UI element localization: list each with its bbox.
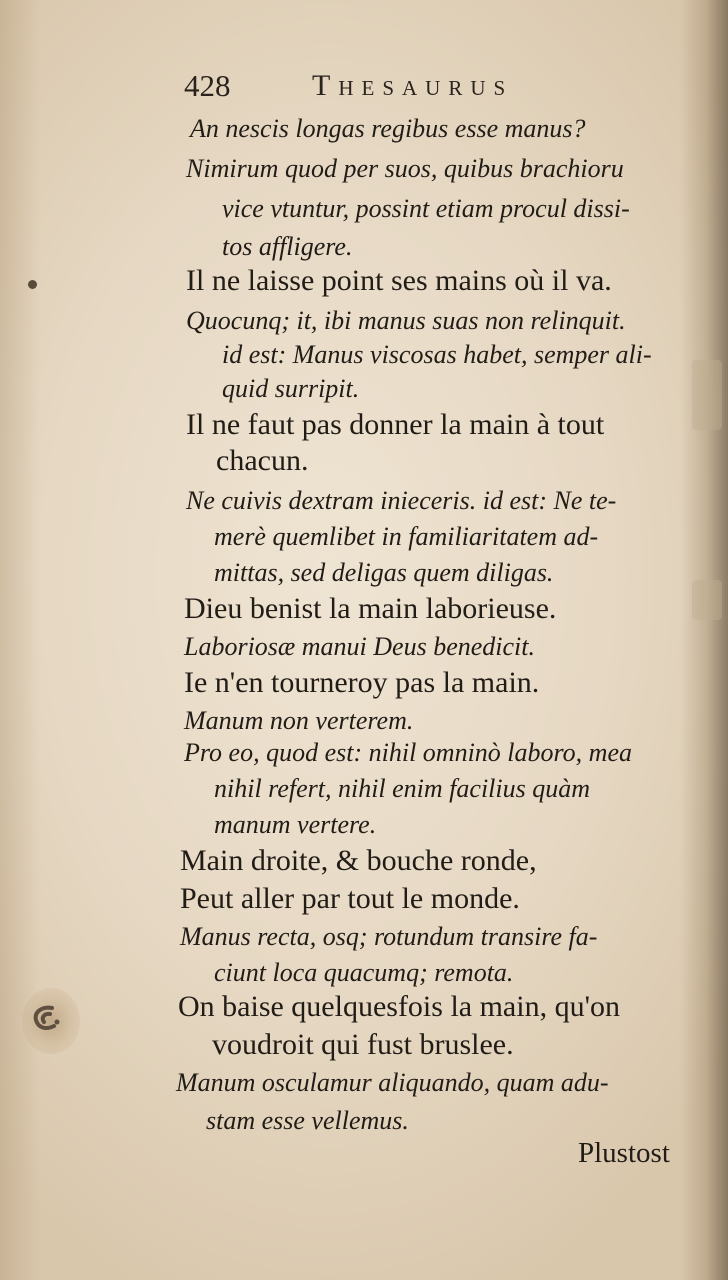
text-line: chacun.	[216, 444, 309, 477]
text-line: Nimirum quod per suos, quibus brachioru	[186, 154, 624, 183]
text-line: Quocunq; it, ibi manus suas non relinquit.	[186, 306, 626, 335]
text-line: id est: Manus viscosas habet, semper ali-	[222, 340, 652, 369]
gutter-shadow	[680, 0, 728, 1280]
text-line: merè quemlibet in familiaritatem ad-	[214, 522, 599, 551]
text-line: manum vertere.	[214, 810, 377, 839]
text-line: An nescis longas regibus esse manus?	[190, 114, 586, 143]
text-line: Manus recta, osq; rotundum transire fa-	[180, 922, 598, 951]
ink-spot	[28, 280, 37, 289]
page-edge-shading	[0, 0, 40, 1280]
page-number: 428	[184, 68, 231, 103]
text-line: Dieu benist la main laborieuse.	[184, 592, 557, 625]
text-line: On baise quelquesfois la main, qu'on	[178, 990, 620, 1023]
text-line: Manum osculamur aliquando, quam adu-	[176, 1068, 609, 1097]
text-line: Main droite, & bouche ronde,	[180, 844, 537, 877]
text-line: Il ne laisse point ses mains où il va.	[186, 264, 612, 297]
text-line: Laboriosæ manui Deus benedicit.	[184, 632, 535, 661]
text-line: vice vtuntur, possint etiam procul dissi-	[222, 194, 630, 223]
stain-mark	[30, 1002, 62, 1034]
running-title: Thesaurus	[312, 69, 514, 102]
show-through-mark	[692, 360, 722, 430]
text-line: Ie n'en tourneroy pas la main.	[184, 666, 540, 699]
text-line: Manum non verterem.	[184, 706, 414, 735]
text-line: ciunt loca quacumq; remota.	[214, 958, 514, 987]
text-line: mittas, sed deligas quem diligas.	[214, 558, 554, 587]
text-line: quid surripit.	[222, 374, 360, 403]
text-line: stam esse vellemus.	[206, 1106, 409, 1135]
catchword: Plustost	[578, 1137, 670, 1169]
text-line: Pro eo, quod est: nihil omninò laboro, mea	[184, 738, 632, 767]
text-line: Il ne faut pas donner la main à tout	[186, 408, 605, 441]
text-line: nihil refert, nihil enim facilius quàm	[214, 774, 591, 803]
text-line: tos affligere.	[222, 232, 353, 261]
text-line: voudroit qui fust bruslee.	[212, 1028, 514, 1061]
text-line: Ne cuivis dextram inieceris. id est: Ne te-	[186, 486, 617, 515]
text-line: Peut aller par tout le monde.	[180, 882, 520, 915]
show-through-mark	[692, 580, 722, 620]
running-header	[184, 66, 654, 110]
